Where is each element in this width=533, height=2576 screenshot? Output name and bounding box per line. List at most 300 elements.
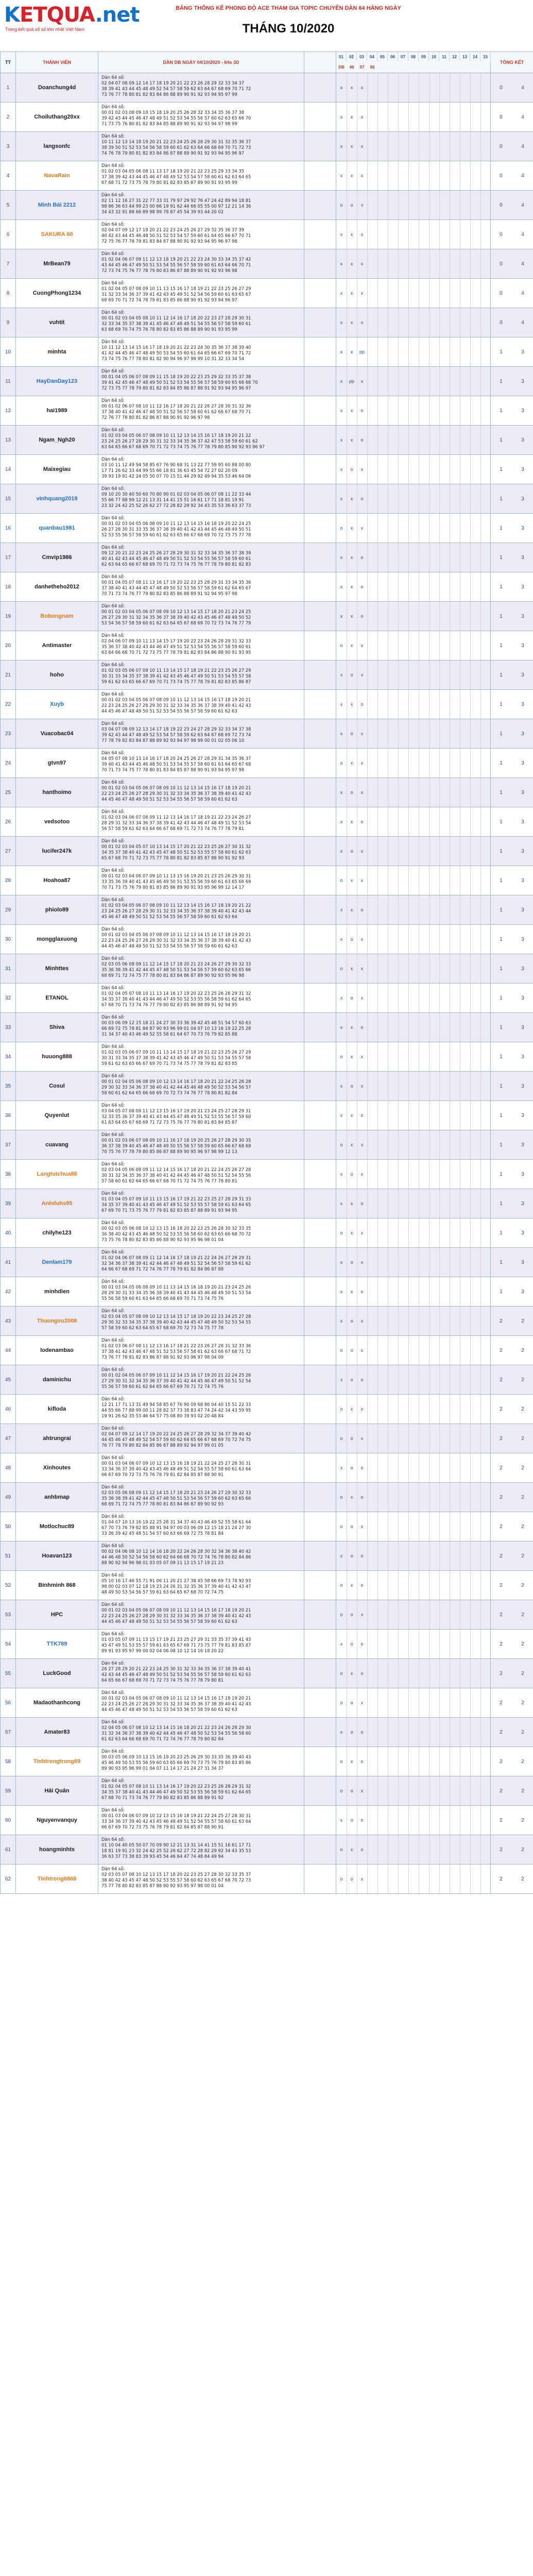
day-marks bbox=[336, 249, 491, 278]
member-name-link[interactable]: Binhminh 868 bbox=[16, 1571, 98, 1600]
member-name-link[interactable]: cuavang bbox=[16, 1130, 98, 1159]
day-divider bbox=[470, 1130, 471, 1159]
row-index: 5 bbox=[1, 191, 16, 219]
member-name-link[interactable]: minhta bbox=[16, 337, 98, 366]
member-name-link[interactable]: Shiva bbox=[16, 1013, 98, 1042]
number-set-line: 02 11 12 16 27 31 22 77 33 31 79 97 29 92 76 47 24 42 89 94 18 81 bbox=[101, 198, 251, 203]
day-mark: x bbox=[340, 437, 343, 443]
day-mark: o bbox=[350, 202, 353, 208]
number-set-line: 36 38 40 42 43 45 46 48 50 52 53 55 56 58 60 62 63 65 66 68 70 72 bbox=[101, 1231, 251, 1236]
number-set-line: 01 02 03 04 05 06 07 08 09 10 11 12 13 14 15 16 17 18 19 20 21 22 bbox=[101, 433, 251, 438]
number-set-line: 64 66 67 68 69 71 72 74 76 77 78 79 81 82 84 86 87 88 bbox=[101, 1266, 224, 1272]
member-name-link[interactable]: Xuyb bbox=[16, 690, 98, 719]
number-set-label: Dàn 64 số: bbox=[101, 1749, 125, 1754]
day-divider bbox=[408, 1307, 409, 1335]
result-cell bbox=[304, 1835, 336, 1864]
number-set-line: 00 03 06 09 12 15 18 21 24 27 30 33 36 39 42 45 48 51 54 57 60 63 bbox=[101, 1020, 251, 1025]
result-cell bbox=[304, 161, 336, 190]
member-name-link[interactable]: anhbmap bbox=[16, 1483, 98, 1512]
total-cell bbox=[491, 1189, 533, 1218]
table-row bbox=[1, 1101, 533, 1130]
total-hit: 1 bbox=[500, 554, 503, 561]
number-set-line: 68 69 70 71 72 74 78 79 81 83 85 86 88 90 91 92 93 94 96 97 bbox=[101, 297, 237, 302]
member-name-link[interactable]: kifloda bbox=[16, 1395, 98, 1423]
day-divider bbox=[470, 396, 471, 425]
total-miss: 3 bbox=[521, 760, 524, 766]
day-divider bbox=[377, 1307, 378, 1335]
member-name-link[interactable]: Vuacobac04 bbox=[16, 719, 98, 748]
day-divider bbox=[377, 1130, 378, 1159]
number-set-line: 26 27 29 30 31 32 34 35 36 37 38 39 40 42 43 45 46 47 48 49 50 52 bbox=[101, 615, 251, 620]
day-divider bbox=[367, 455, 368, 484]
member-name-link[interactable]: CuongPhong1234 bbox=[16, 279, 98, 308]
member-name-link[interactable]: Quyenlut bbox=[16, 1101, 98, 1130]
member-name-link[interactable]: langsonfc bbox=[16, 132, 98, 161]
member-name-link[interactable]: vedsotoo bbox=[16, 807, 98, 836]
number-set-line: 22 23 24 25 26 27 28 29 30 31 32 33 34 35 36 37 38 39 40 41 42 43 bbox=[101, 1613, 251, 1618]
member-name-link[interactable]: danhetheho2012 bbox=[16, 572, 98, 601]
day-mark: x bbox=[360, 1318, 364, 1324]
day-mark: x bbox=[340, 819, 343, 824]
number-set-label: Dàn 64 số: bbox=[101, 1426, 125, 1431]
day-mark: o bbox=[340, 1847, 343, 1852]
day-marks bbox=[336, 1541, 491, 1570]
day-mark: o bbox=[350, 937, 353, 942]
ketqua-logo[interactable] bbox=[4, 3, 140, 39]
day-divider bbox=[439, 426, 440, 454]
member-name-link[interactable]: Cmvip1986 bbox=[16, 543, 98, 572]
day-divider bbox=[470, 514, 471, 543]
day-header-07: 07 bbox=[398, 52, 408, 61]
day-divider bbox=[398, 1307, 399, 1335]
day-divider bbox=[377, 954, 378, 983]
day-divider bbox=[398, 1130, 399, 1159]
row-index: 8 bbox=[1, 279, 16, 308]
day-divider bbox=[408, 631, 409, 660]
number-set-line: 23 24 25 26 27 28 29 30 31 32 33 34 35 36 37 42 47 53 58 59 60 61 62 bbox=[101, 438, 258, 444]
member-name-link[interactable]: hanthoimo bbox=[16, 778, 98, 807]
day-divider bbox=[398, 719, 399, 748]
member-name-link[interactable]: SAKURA 60 bbox=[16, 220, 98, 249]
member-name-link[interactable]: MrBean79 bbox=[16, 249, 98, 278]
total-hit: 2 bbox=[500, 1553, 503, 1559]
day-marks bbox=[336, 1806, 491, 1835]
day-mark: x bbox=[350, 232, 353, 237]
day-divider bbox=[439, 572, 440, 601]
day-marks bbox=[336, 73, 491, 102]
number-set-line: 41 42 44 45 46 47 48 49 50 53 54 55 60 61 64 65 66 67 69 70 71 72 bbox=[101, 350, 251, 355]
number-set-line: 00 01 04 05 06 07 08 09 11 15 18 19 20 22 23 25 29 32 33 35 37 38 bbox=[101, 374, 251, 379]
day-divider bbox=[408, 925, 409, 954]
day-marks bbox=[336, 749, 491, 777]
day-divider bbox=[470, 984, 471, 1012]
total-miss: 3 bbox=[521, 496, 524, 502]
day-divider bbox=[439, 807, 440, 836]
number-set-line: 55 66 77 88 99 12 21 13 31 14 41 15 51 16 61 17 71 18 81 19 91 bbox=[101, 497, 245, 502]
day-mark: o bbox=[350, 1612, 353, 1617]
number-set-line: 18 81 19 91 23 32 24 42 25 52 26 62 27 72 28 82 29 92 34 43 35 53 bbox=[101, 1848, 251, 1853]
day-divider bbox=[470, 1835, 471, 1864]
member-name-link[interactable]: Langtutchua88 bbox=[16, 1160, 98, 1189]
day-divider bbox=[408, 1072, 409, 1100]
member-name-link[interactable]: Mình Bái 2212 bbox=[16, 191, 98, 219]
row-index: 57 bbox=[1, 1718, 16, 1747]
member-name-link[interactable]: gtvn97 bbox=[16, 749, 98, 777]
number-set-line: 34 43 32 91 88 66 89 98 99 78 87 45 54 39 93 44 20 02 bbox=[101, 209, 224, 214]
row-index: 14 bbox=[1, 455, 16, 484]
day-divider bbox=[367, 484, 368, 513]
total-cell bbox=[491, 954, 533, 983]
day-divider bbox=[398, 1101, 399, 1130]
day-marks bbox=[336, 514, 491, 543]
member-name-link[interactable]: Hoavan123 bbox=[16, 1541, 98, 1570]
number-set-label: Dàn 64 số: bbox=[101, 1631, 125, 1636]
day-divider bbox=[408, 220, 409, 249]
number-set-line: 68 69 71 72 74 75 77 78 80 81 83 84 86 87 89 90 92 93 95 96 98 bbox=[101, 973, 245, 978]
day-divider bbox=[470, 719, 471, 748]
row-index: 47 bbox=[1, 1424, 16, 1453]
member-name-link[interactable]: Motlochuc89 bbox=[16, 1512, 98, 1541]
member-name-link[interactable]: LuckGood bbox=[16, 1659, 98, 1688]
day-divider bbox=[408, 1512, 409, 1541]
member-name-link[interactable]: Nguyenvanquy bbox=[16, 1806, 98, 1835]
number-set bbox=[98, 337, 304, 366]
member-name-link[interactable]: Madaothanhcong bbox=[16, 1688, 98, 1717]
day-mark: x bbox=[340, 672, 343, 677]
number-set bbox=[98, 220, 304, 249]
result-cell bbox=[304, 1453, 336, 1482]
number-set-line: 67 68 70 71 73 74 76 77 79 80 82 83 85 86 88 89 91 92 bbox=[101, 1795, 224, 1800]
member-name-link[interactable]: Minhttes bbox=[16, 954, 98, 983]
member-name-link[interactable]: lucifer247k bbox=[16, 837, 98, 866]
member-name-link[interactable]: Maixegiau bbox=[16, 455, 98, 484]
col-header-tt: TT bbox=[1, 52, 16, 73]
day-divider bbox=[408, 426, 409, 454]
day-mark: o bbox=[360, 1465, 364, 1470]
total-cell bbox=[491, 1630, 533, 1658]
member-name-link[interactable]: ahtrungrai bbox=[16, 1424, 98, 1453]
day-divider bbox=[470, 778, 471, 807]
col-header-result bbox=[304, 52, 336, 73]
member-name-link[interactable]: lodenambao bbox=[16, 1336, 98, 1365]
day-header-02: 02 bbox=[347, 52, 357, 61]
total-cell bbox=[491, 1835, 533, 1864]
day-mark: o bbox=[350, 1788, 353, 1793]
total-cell bbox=[491, 1101, 533, 1130]
day-mark: x bbox=[340, 907, 343, 912]
day-mark: o bbox=[360, 1847, 364, 1852]
day-divider bbox=[439, 719, 440, 748]
day-divider bbox=[367, 1013, 368, 1042]
member-name-link[interactable]: daminichu bbox=[16, 1365, 98, 1394]
day-divider bbox=[470, 1865, 471, 1893]
day-divider bbox=[367, 1072, 368, 1100]
day-divider bbox=[398, 954, 399, 983]
member-name-link[interactable]: hai1989 bbox=[16, 396, 98, 425]
member-name-link[interactable]: chilyhe123 bbox=[16, 1218, 98, 1247]
number-set bbox=[98, 103, 304, 131]
day-divider bbox=[408, 484, 409, 513]
total-cell bbox=[491, 1072, 533, 1100]
member-name-link[interactable]: Tinhtrong6868 bbox=[16, 1865, 98, 1893]
day-divider bbox=[470, 1688, 471, 1717]
member-name-link[interactable]: Hoahoa87 bbox=[16, 866, 98, 895]
table-row bbox=[1, 396, 533, 426]
total-miss: 4 bbox=[521, 114, 524, 120]
day-divider bbox=[398, 161, 399, 190]
table-row bbox=[1, 455, 533, 484]
day-mark: x bbox=[360, 672, 364, 677]
total-cell bbox=[491, 1042, 533, 1071]
day-divider bbox=[398, 1277, 399, 1306]
member-name-link[interactable]: Thuongvu2008 bbox=[16, 1307, 98, 1335]
member-name-link[interactable]: Ngam_Ngh20 bbox=[16, 426, 98, 454]
total-hit: 1 bbox=[500, 1259, 503, 1265]
number-set bbox=[98, 1365, 304, 1394]
day-mark: x bbox=[340, 937, 343, 942]
number-set-label: Dàn 64 số: bbox=[101, 603, 125, 608]
total-hit: 2 bbox=[500, 1377, 503, 1383]
day-mark: x bbox=[360, 643, 364, 648]
day-divider bbox=[439, 925, 440, 954]
day-divider bbox=[480, 73, 481, 102]
day-divider bbox=[408, 1395, 409, 1423]
member-name-link[interactable]: HPC bbox=[16, 1600, 98, 1629]
day-divider bbox=[367, 543, 368, 572]
day-divider bbox=[470, 1395, 471, 1423]
day-divider bbox=[377, 426, 378, 454]
table-row bbox=[1, 484, 533, 514]
member-name-link[interactable]: phiolo89 bbox=[16, 895, 98, 924]
member-name-link[interactable]: Amater83 bbox=[16, 1718, 98, 1747]
day-marks bbox=[336, 1248, 491, 1277]
member-name-link[interactable]: Antimaster bbox=[16, 631, 98, 660]
day-mark: x bbox=[350, 614, 353, 619]
total-hit: 1 bbox=[500, 701, 503, 707]
number-set bbox=[98, 367, 304, 396]
table-row bbox=[1, 1747, 533, 1776]
number-set bbox=[98, 279, 304, 308]
day-divider bbox=[408, 1718, 409, 1747]
table-row bbox=[1, 1718, 533, 1747]
number-set-line: 00 01 04 05 07 08 11 13 16 17 19 20 22 23 25 28 29 31 33 34 35 36 bbox=[101, 580, 251, 585]
total-hit: 1 bbox=[500, 760, 503, 766]
day-marks bbox=[336, 925, 491, 954]
day-divider bbox=[439, 1307, 440, 1335]
day-header-03: 03 bbox=[357, 52, 367, 61]
day-divider bbox=[367, 1395, 368, 1423]
total-miss: 4 bbox=[521, 231, 524, 238]
row-index: 9 bbox=[1, 308, 16, 337]
member-name-link[interactable]: hoho bbox=[16, 660, 98, 689]
member-name-link[interactable]: Anhduhs95 bbox=[16, 1189, 98, 1218]
member-name-link[interactable]: NavaRain bbox=[16, 161, 98, 190]
table-row bbox=[1, 279, 533, 308]
day-mark: x bbox=[340, 555, 343, 560]
day-divider bbox=[367, 1776, 368, 1805]
total-hit: 1 bbox=[500, 1200, 503, 1207]
member-name-link[interactable]: Hải Quân bbox=[16, 1776, 98, 1805]
number-set-line: 02 03 04 05 06 08 09 11 12 14 15 16 17 18 20 21 22 24 25 26 27 28 bbox=[101, 1167, 251, 1172]
day-marks bbox=[336, 1277, 491, 1306]
day-mark: o bbox=[350, 1318, 353, 1324]
number-set-label: Dàn 64 số: bbox=[101, 1308, 125, 1313]
member-name-link[interactable]: Tinhtrongtrong69 bbox=[16, 1747, 98, 1776]
day-divider bbox=[367, 1160, 368, 1189]
result-cell bbox=[304, 690, 336, 719]
member-name-link[interactable]: mongglaxuong bbox=[16, 925, 98, 954]
number-set bbox=[98, 1248, 304, 1277]
number-set-label: Dàn 64 số: bbox=[101, 1073, 125, 1078]
total-miss: 3 bbox=[521, 907, 524, 913]
member-name-link[interactable]: Xinhoutes bbox=[16, 1453, 98, 1482]
total-cell bbox=[491, 1336, 533, 1365]
number-set-line: 63 64 66 68 70 71 72 73 75 77 78 79 81 82 83 84 86 88 90 91 93 95 bbox=[101, 650, 251, 655]
day-divider bbox=[439, 1571, 440, 1600]
day-divider bbox=[398, 1541, 399, 1570]
number-set-label: Dàn 64 số: bbox=[101, 985, 125, 990]
member-name-link[interactable]: Doanchung4d bbox=[16, 73, 98, 102]
day-header-04: 04 bbox=[367, 52, 377, 61]
total-hit: 1 bbox=[500, 877, 503, 884]
number-set bbox=[98, 1277, 304, 1306]
day-divider bbox=[367, 1835, 368, 1864]
day-divider bbox=[480, 925, 481, 954]
day-marks bbox=[336, 1101, 491, 1130]
day-divider bbox=[480, 1160, 481, 1189]
row-index: 33 bbox=[1, 1013, 16, 1042]
day-mark: x bbox=[360, 291, 364, 296]
total-miss: 3 bbox=[521, 936, 524, 942]
row-index: 52 bbox=[1, 1571, 16, 1600]
number-set bbox=[98, 1630, 304, 1658]
total-cell bbox=[491, 367, 533, 396]
number-set-line: 36 63 37 73 38 83 39 93 45 54 46 64 47 74 48 84 49 94 bbox=[101, 1854, 224, 1859]
day-mark: o bbox=[360, 907, 364, 912]
result-cell bbox=[304, 1160, 336, 1189]
total-cell bbox=[491, 895, 533, 924]
total-hit: 0 bbox=[500, 202, 503, 208]
day-divider bbox=[470, 572, 471, 601]
row-index: 17 bbox=[1, 543, 16, 572]
member-name-link[interactable]: Cosul bbox=[16, 1072, 98, 1100]
day-divider bbox=[408, 191, 409, 219]
day-mark: x bbox=[350, 760, 353, 766]
total-hit: 1 bbox=[500, 907, 503, 913]
day-divider bbox=[377, 161, 378, 190]
number-set bbox=[98, 1101, 304, 1130]
day-divider bbox=[377, 925, 378, 954]
day-divider bbox=[408, 954, 409, 983]
day-divider bbox=[398, 660, 399, 689]
day-divider bbox=[408, 1806, 409, 1835]
number-set-line: 01 02 04 05 07 08 10 11 13 14 16 17 19 20 22 23 25 26 28 29 31 32 bbox=[101, 1784, 251, 1789]
day-divider bbox=[398, 1835, 399, 1864]
total-cell bbox=[491, 426, 533, 454]
total-hit: 2 bbox=[500, 1318, 503, 1324]
member-name-link[interactable]: huuong888 bbox=[16, 1042, 98, 1071]
result-cell bbox=[304, 602, 336, 631]
day-divider bbox=[408, 337, 409, 366]
result-cell bbox=[304, 514, 336, 543]
member-name-link[interactable]: vinhquang2019 bbox=[16, 484, 98, 513]
total-miss: 2 bbox=[521, 1758, 524, 1765]
day-marks bbox=[336, 367, 491, 396]
day-divider bbox=[367, 749, 368, 777]
day-divider bbox=[470, 1776, 471, 1805]
day-divider bbox=[439, 249, 440, 278]
member-name-link[interactable]: hoangminhts bbox=[16, 1835, 98, 1864]
number-set-line: 67 70 73 76 79 82 85 88 91 94 97 00 03 06 09 12 15 18 21 24 27 30 bbox=[101, 1525, 251, 1530]
total-cell bbox=[491, 1718, 533, 1747]
day-divider bbox=[377, 837, 378, 866]
day-divider bbox=[408, 866, 409, 895]
day-divider bbox=[377, 279, 378, 308]
day-mark: x bbox=[340, 85, 343, 90]
total-cell bbox=[491, 1688, 533, 1717]
number-set-label: Dàn 64 số: bbox=[101, 251, 125, 256]
member-name-link[interactable]: HayDanDay123 bbox=[16, 367, 98, 396]
number-set-line: 17 71 26 62 33 44 99 55 66 18 81 36 63 45 54 72 27 02 20 09 bbox=[101, 468, 237, 473]
day-mark: x bbox=[340, 731, 343, 736]
member-name-link[interactable]: minhdien bbox=[16, 1277, 98, 1306]
day-mark: o bbox=[340, 1583, 343, 1588]
total-miss: 2 bbox=[521, 1846, 524, 1853]
member-name-link[interactable]: quanbau1981 bbox=[16, 514, 98, 543]
table-row bbox=[1, 1541, 533, 1571]
member-name-link[interactable]: vuhtit bbox=[16, 308, 98, 337]
member-name-link[interactable]: Bobongnam bbox=[16, 602, 98, 631]
day-mark: o bbox=[360, 1583, 364, 1588]
number-set-label: Dàn 64 số: bbox=[101, 1396, 125, 1401]
day-mark: x bbox=[360, 1142, 364, 1147]
day-marks bbox=[336, 866, 491, 895]
day-divider bbox=[480, 1541, 481, 1570]
day-divider bbox=[398, 308, 399, 337]
number-set-label: Dàn 64 số: bbox=[101, 1279, 125, 1284]
total-cell bbox=[491, 1571, 533, 1600]
member-name-link[interactable]: Choiluthang20xx bbox=[16, 103, 98, 131]
row-index: 1 bbox=[1, 73, 16, 102]
day-divider bbox=[367, 367, 368, 396]
day-divider bbox=[480, 220, 481, 249]
number-set-line: 01 10 04 40 05 50 07 70 09 90 12 21 13 31 14 41 15 51 16 61 17 71 bbox=[101, 1842, 251, 1848]
col-header-numbers: DÀN DB NGÀY 04/10/2020 - 64s 3D bbox=[98, 52, 304, 73]
result-cell bbox=[304, 1659, 336, 1688]
day-mark: x bbox=[340, 1641, 343, 1647]
day-divider bbox=[367, 1806, 368, 1835]
number-set-line: 29 30 32 33 34 35 37 38 39 40 42 43 44 45 47 48 49 50 52 53 54 55 bbox=[101, 1319, 251, 1325]
number-set-label: Dàn 64 số: bbox=[101, 1866, 125, 1871]
row-index: 21 bbox=[1, 660, 16, 689]
day-divider bbox=[480, 1424, 481, 1453]
total-hit: 1 bbox=[500, 848, 503, 854]
day-divider bbox=[408, 73, 409, 102]
day-divider bbox=[480, 572, 481, 601]
member-name-link[interactable]: Denlam179 bbox=[16, 1248, 98, 1277]
number-set-line: 59 61 62 63 65 66 67 69 70 71 73 74 75 77 78 79 81 82 83 85 bbox=[101, 1061, 237, 1066]
member-name-link[interactable]: TTK789 bbox=[16, 1630, 98, 1658]
day-divider bbox=[439, 1013, 440, 1042]
result-cell bbox=[304, 455, 336, 484]
number-set-line: 32 34 36 37 38 39 41 42 44 46 47 48 49 51 52 54 56 57 58 59 61 62 bbox=[101, 1261, 251, 1266]
member-name-link[interactable]: ETANOL bbox=[16, 984, 98, 1012]
number-set-label: Dàn 64 số: bbox=[101, 339, 125, 344]
day-divider bbox=[398, 1365, 399, 1394]
day-divider bbox=[408, 1365, 409, 1394]
result-cell bbox=[304, 837, 336, 866]
day-divider bbox=[480, 103, 481, 131]
